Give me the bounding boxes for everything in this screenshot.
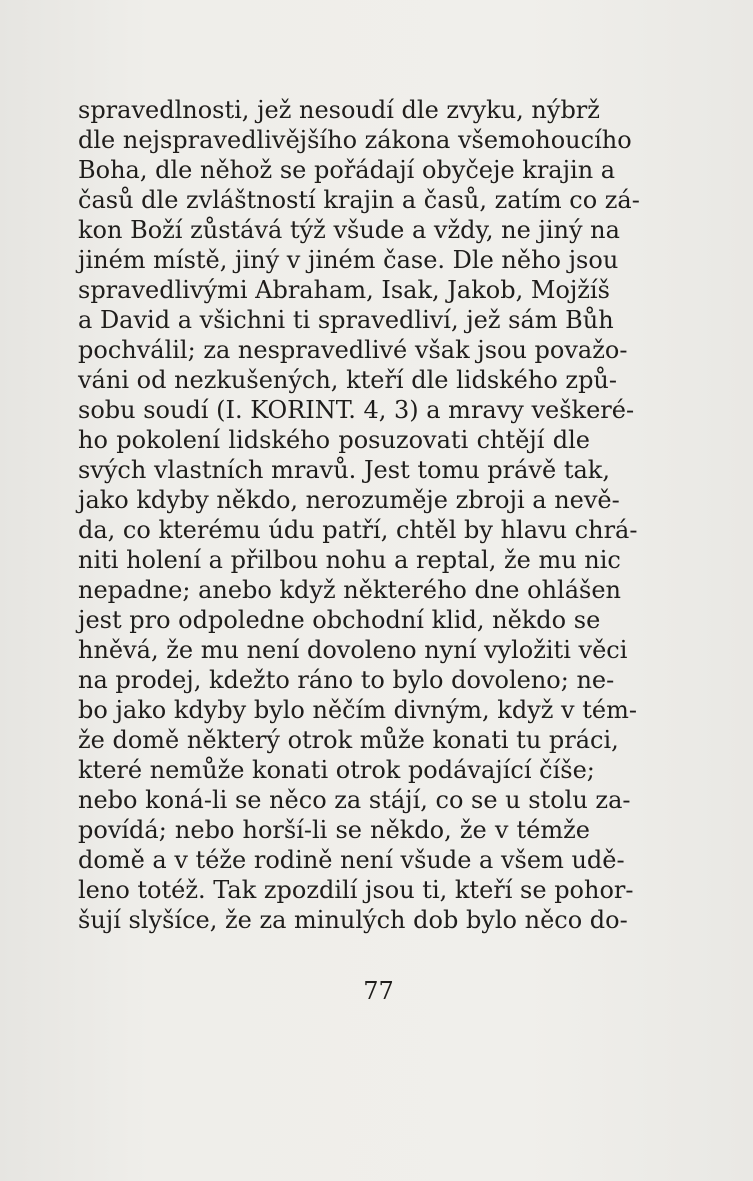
- text-line: hněvá, že mu není dovoleno nyní vyložiti věci: [78, 636, 628, 664]
- text-line: na prodej, kdežto ráno to bylo dovoleno; ne-: [78, 666, 615, 694]
- text-line: povídá; nebo horší-li se někdo, že v témže: [78, 816, 590, 844]
- text-line: časů dle zvláštností krajin a časů, zatím co zá-: [78, 186, 640, 214]
- text-line: bo jako kdyby bylo něčím divným, když v tém-: [78, 696, 637, 724]
- text-line: nepadne; anebo když některého dne ohlášen: [78, 576, 621, 604]
- text-line: jest pro odpoledne obchodní klid, někdo se: [78, 606, 601, 634]
- text-line: dle nejspravedlivějšího zákona všemohoucího: [78, 126, 632, 154]
- text-line: váni od nezkušených, kteří dle lidského způ-: [78, 366, 617, 394]
- text-line: a David a všichni ti spravedliví, jež sám Bůh: [78, 306, 614, 334]
- text-line: nebo koná-li se něco za stájí, co se u stolu za-: [78, 786, 631, 814]
- text-line: Boha, dle něhož se pořádají obyčeje krajin a: [78, 156, 616, 184]
- text-line: pochválil; za nespravedlivé však jsou považo-: [78, 336, 628, 364]
- text-line: ho pokolení lidského posuzovati chtějí dle: [78, 426, 590, 454]
- body-text: [78, 95, 640, 935]
- text-line: leno totéž. Tak zpozdilí jsou ti, kteří se pohor-: [78, 876, 634, 904]
- text-line: kon Boží zůstává týž všude a vždy, ne jiný na: [78, 216, 620, 244]
- text-line: niti holení a přilbou nohu a reptal, že mu nic: [78, 546, 621, 574]
- text-line: svých vlastních mravů. Jest tomu právě tak,: [78, 456, 610, 484]
- text-line: které nemůže konati otrok podávající číše;: [78, 756, 595, 784]
- text-line: da, co kterému údu patří, chtěl by hlavu chrá-: [78, 516, 638, 544]
- page-number: 77: [363, 977, 394, 1005]
- text-line: spravedlnosti, jež nesoudí dle zvyku, nýbrž: [78, 96, 600, 124]
- text-line: šují slyšíce, že za minulých dob bylo něco do-: [78, 906, 628, 934]
- text-line: spravedlivými Abraham, Isak, Jakob, Mojžíš: [78, 276, 610, 304]
- text-line: jiném místě, jiný v jiném čase. Dle něho jsou: [78, 246, 619, 274]
- text-line: domě a v téže rodině není všude a všem udě-: [78, 846, 625, 874]
- text-line: že domě některý otrok může konati tu práci,: [78, 726, 619, 754]
- text-line: jako kdyby někdo, nerozuměje zbroji a nevě-: [78, 486, 620, 514]
- text-line: sobu soudí (I. KORINT. 4, 3) a mravy veškeré-: [78, 396, 635, 424]
